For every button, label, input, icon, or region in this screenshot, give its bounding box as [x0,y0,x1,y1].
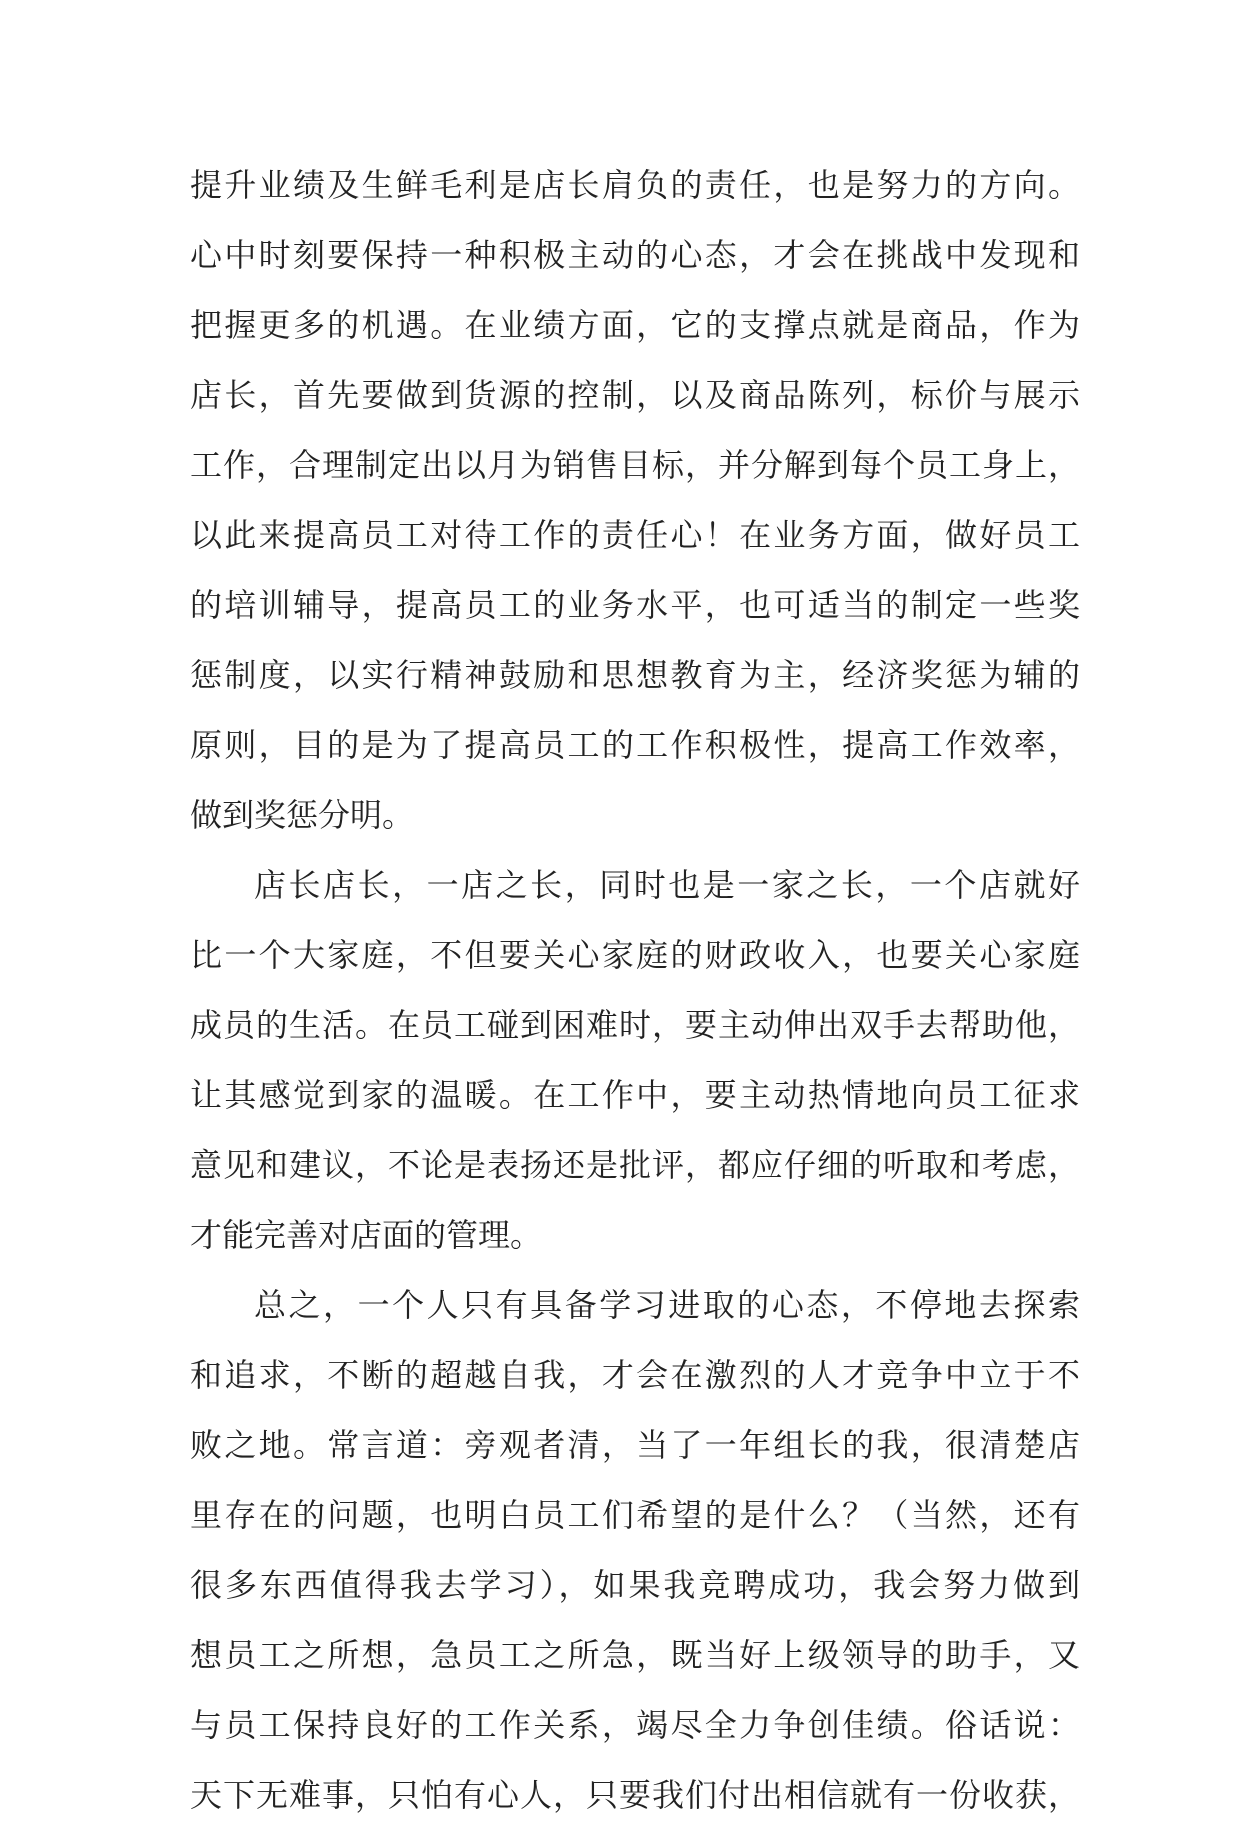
text-line: 以此来提高员工对待工作的责任心！在业务方面，做好员工 [190,516,1080,554]
text-line: 才能完善对店面的管理。 [190,1216,543,1254]
text-line: 成员的生活。在员工碰到困难时，要主动伸出双手去帮助他， [190,1006,1080,1044]
text-line: 很多东西值得我去学习），如果我竞聘成功，我会努力做到 [190,1566,1080,1604]
text-line: 想员工之所想，急员工之所急，既当好上级领导的助手，又 [190,1636,1080,1674]
text-line: 店长店长，一店之长，同时也是一家之长，一个店就好 [254,866,1080,904]
text-line: 比一个大家庭，不但要关心家庭的财政收入，也要关心家庭 [190,936,1080,974]
text-line: 里存在的问题，也明白员工们希望的是什么？（当然，还有 [190,1496,1080,1534]
text-line: 的培训辅导，提高员工的业务水平，也可适当的制定一些奖 [190,586,1080,624]
text-line: 工作，合理制定出以月为销售目标，并分解到每个员工身上， [190,446,1080,484]
text-line: 与员工保持良好的工作关系，竭尽全力争创佳绩。俗话说： [190,1706,1080,1744]
text-line: 让其感觉到家的温暖。在工作中，要主动热情地向员工征求 [190,1076,1080,1114]
text-line: 心中时刻要保持一种积极主动的心态，才会在挑战中发现和 [190,236,1080,274]
text-line: 惩制度，以实行精神鼓励和思想教育为主，经济奖惩为辅的 [190,656,1080,694]
body-text [190,150,1080,1830]
text-line: 原则，目的是为了提高员工的工作积极性，提高工作效率， [190,726,1080,764]
text-line: 店长，首先要做到货源的控制，以及商品陈列，标价与展示 [190,376,1080,414]
text-line: 败之地。常言道：旁观者清，当了一年组长的我，很清楚店 [190,1426,1080,1464]
text-line: 提升业绩及生鲜毛利是店长肩负的责任，也是努力的方向。 [190,166,1080,204]
text-line: 把握更多的机遇。在业绩方面，它的支撑点就是商品，作为 [190,306,1080,344]
text-line: 做到奖惩分明。 [190,796,415,834]
text-line: 和追求，不断的超越自我，才会在激烈的人才竞争中立于不 [190,1356,1080,1394]
text-line: 意见和建议，不论是表扬还是批评，都应仔细的听取和考虑， [190,1146,1080,1184]
text-line: 天下无难事，只怕有心人，只要我们付出相信就有一份收获， [190,1776,1080,1814]
text-line: 总之，一个人只有具备学习进取的心态，不停地去探索 [254,1286,1080,1324]
